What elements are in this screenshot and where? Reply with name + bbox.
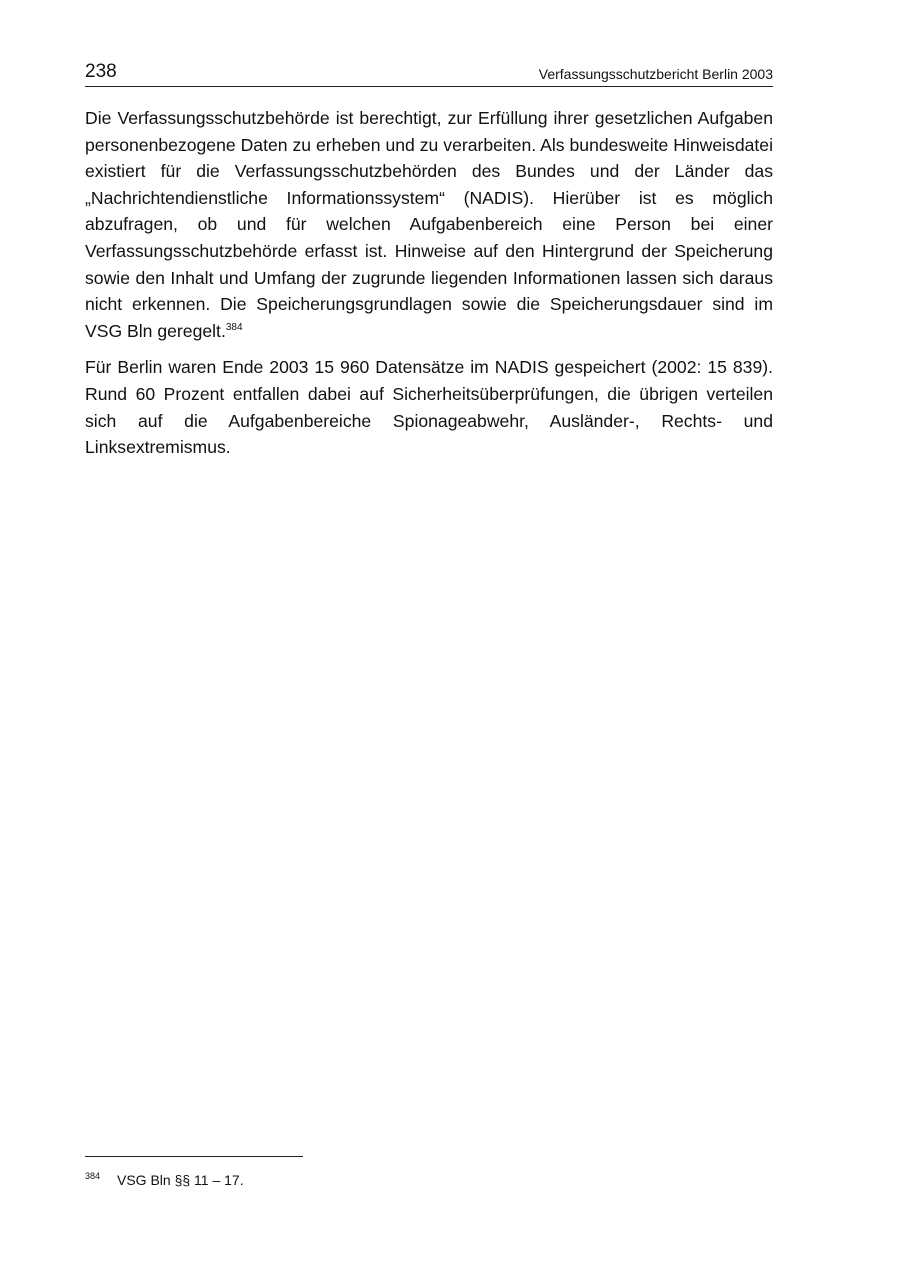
running-title: Verfassungsschutzbericht Berlin 2003 (538, 66, 773, 82)
paragraph-2: Für Berlin waren Ende 2003 15 960 Datensätze im NADIS gespeichert (2002: 15 839). Rund 60 Prozent entfallen dabei auf Sicherheitsüberprüfungen, die übrigen verteilen sich auf die Aufgabenbereiche Spionageabwehr, Ausländer-, Rechts- und Linksextremismus. (85, 357, 773, 458)
footnote (85, 1166, 244, 1190)
body-text (85, 105, 773, 471)
footnote-number: 384 (85, 1171, 101, 1181)
footnote-divider (85, 1156, 303, 1157)
paragraph-1 (85, 105, 773, 344)
footnote-text: VSG Bln §§ 11 – 17. (117, 1172, 244, 1188)
page-number: 238 (85, 61, 117, 82)
paragraph-1-text: Die Verfassungsschutzbehörde ist berechtigt, zur Erfüllung ihrer gesetzlichen Aufgaben personenbezogene Daten zu erheben und zu verarbeiten. Als bundesweite Hinweisdatei existiert für die Verfassungsschutzbehörden des Bundes und der Länder das „Nachrichtendienstliche Informationssystem“ (NADIS). Hierüber ist es möglich abzufragen, ob und für welchen Aufgabenbereich eine Person bei einer Verfassungsschutzbehörde erfasst ist. Hinweise auf den Hintergrund der Speicherung sowie den Inhalt und Umfang der zugrunde liegenden Informationen lassen sich daraus nicht erkennen. Die Speicherungsgrundlagen sowie die Speicherungsdauer sind im VSG Bln geregelt. (85, 108, 773, 341)
footnote-reference[interactable]: 384 (225, 321, 243, 333)
page-header (85, 60, 773, 87)
